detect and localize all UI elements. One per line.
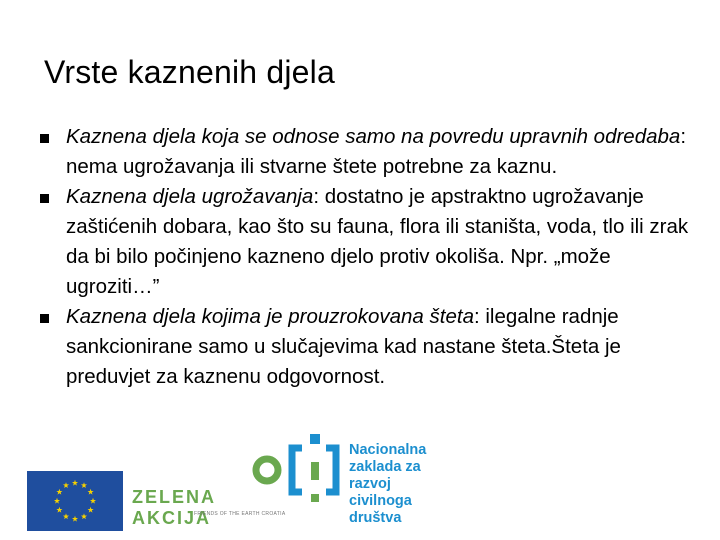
square-bullet-icon	[40, 134, 49, 143]
bullet-item	[40, 122, 700, 182]
nacionalna-zaklada-symbol-icon	[250, 434, 350, 538]
square-bullet-icon	[40, 314, 49, 323]
slide-title: Vrste kaznenih djela	[44, 54, 335, 90]
bullet-item	[40, 182, 700, 302]
eu-flag-icon	[27, 471, 123, 531]
zelena-akcija-subtitle: FRIENDS OF THE EARTH CROATIA	[194, 511, 286, 517]
bullet-emphasis: Kaznena djela ugrožavanja	[66, 185, 314, 208]
bullet-text: : nema ugrožavanja ili stvarne štete potrebne za kaznu.	[66, 125, 687, 178]
bullet-item	[40, 302, 700, 392]
nacionalna-zaklada-name: Nacionalna zaklada za razvoj civilnoga društva	[349, 442, 427, 526]
bullet-emphasis: Kaznena djela koja se odnose samo na povredu upravnih odredaba	[66, 125, 681, 148]
bullet-emphasis: Kaznena djela kojima je prouzrokovana šteta	[66, 305, 474, 328]
bullet-text: : ilegalne radnje sankcionirane samo u slučajevima kad nastane šteta.Šteta je preduvjet za kaznenu odgovornost.	[66, 305, 621, 388]
zelena-akcija-name: ZELENA AKCIJA	[132, 487, 216, 528]
bullet-list	[40, 122, 700, 392]
bullet-text: : dostatno je apstraktno ugrožavanje zaštićenih dobara, kao što su fauna, flora ili staništa, voda, tlo ili zrak da bi bilo počinjeno kazneno djelo protiv okoliša. Npr. „može ugroziti…”	[66, 185, 689, 298]
square-bullet-icon	[40, 194, 49, 203]
